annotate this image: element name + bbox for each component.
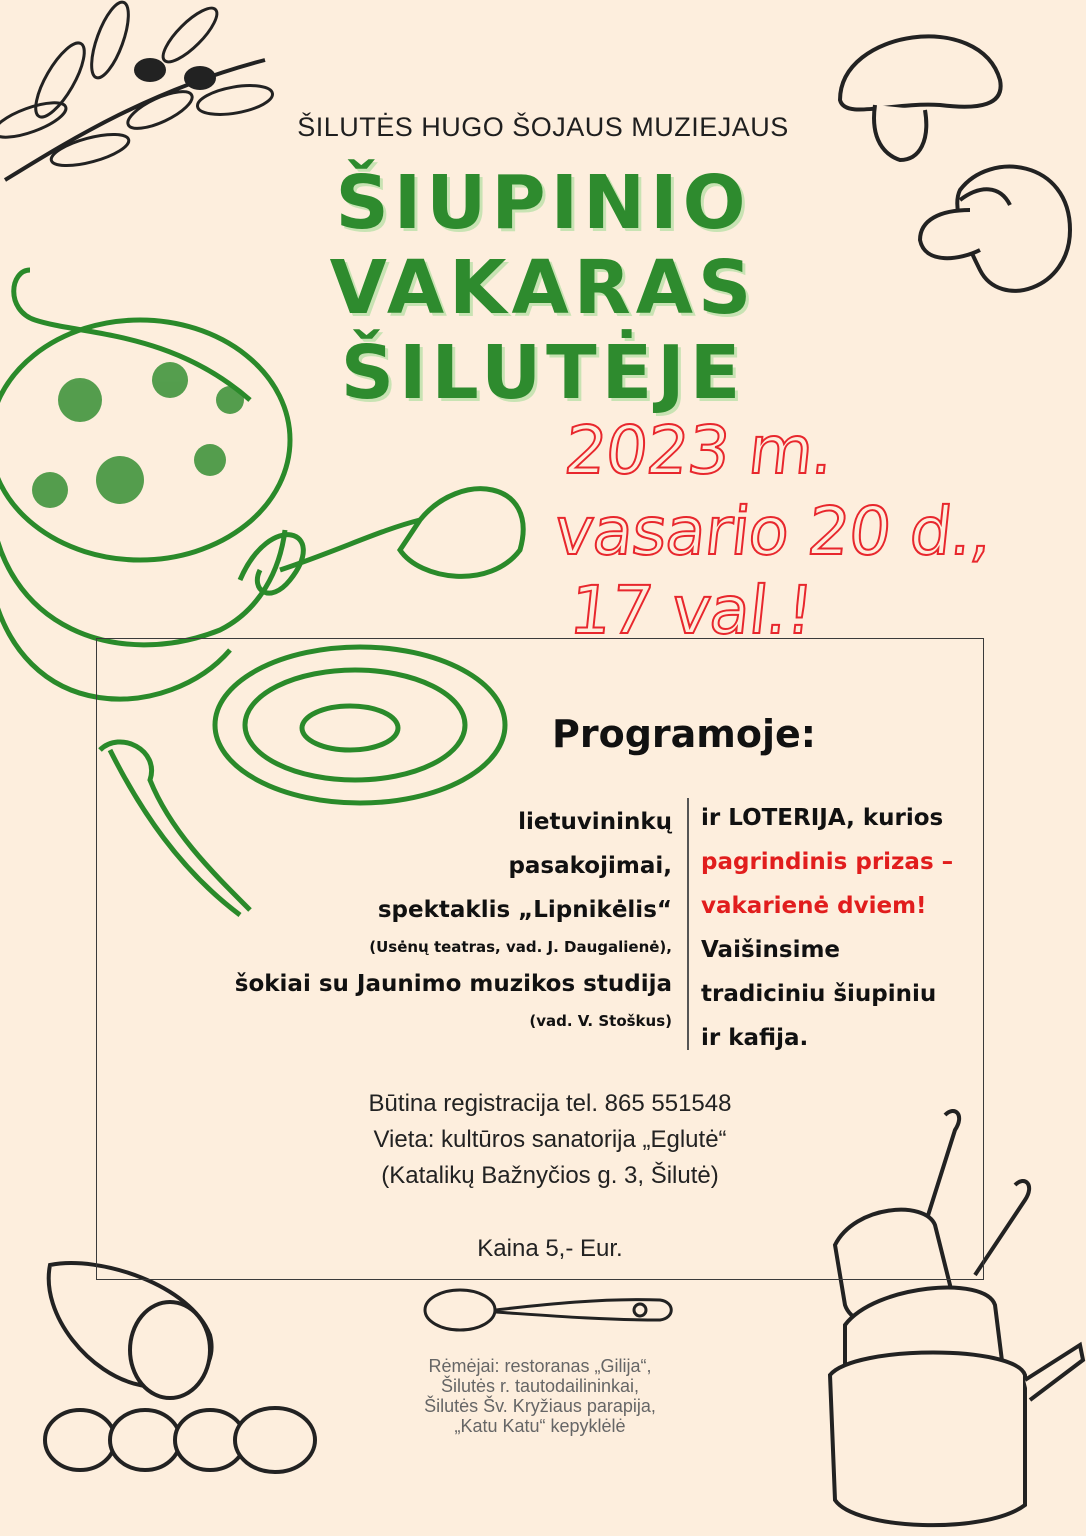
program-item: spektaklis „Lipnikėlis“	[377, 897, 672, 923]
column-divider	[687, 798, 689, 1050]
program-right-column	[701, 796, 953, 1060]
program-note: (Usėnų teatras, vad. J. Daugalienė),	[369, 938, 672, 956]
program-left-column	[235, 800, 672, 1036]
sponsor-line: Rėmėjai: restoranas „Gilija“,	[428, 1356, 652, 1376]
address-info: (Katalikų Bažnyčios g. 3, Šilutė)	[381, 1162, 719, 1189]
sausage-icon	[20, 1245, 340, 1485]
sponsor-line: Šilutės r. tautodailininkai,	[440, 1376, 640, 1396]
museum-name: ŠILUTĖS HUGO ŠOJAUS MUZIEJAUS	[297, 112, 789, 142]
sponsors-list	[350, 1356, 730, 1436]
title-line-1: ŠIUPINIO	[335, 160, 751, 246]
program-note: (vad. V. Stoškus)	[529, 1012, 672, 1030]
date-time: 17 val.!	[565, 572, 817, 649]
venue-info: Vieta: kultūros sanatorija „Eglutė“	[373, 1126, 727, 1153]
prize-text: pagrindinis prizas –	[701, 849, 954, 875]
program-item: lietuvininkų	[518, 809, 672, 835]
program-item: ir kafija.	[701, 1025, 809, 1051]
sponsor-line: Šilutės Šv. Kryžiaus parapija,	[424, 1396, 656, 1416]
spoon-icon	[420, 1280, 680, 1340]
program-item: tradiciniu šiupiniu	[701, 981, 937, 1007]
prize-text: vakarienė dviem!	[701, 893, 927, 919]
registration-info: Būtina registracija tel. 865 551548	[368, 1090, 732, 1117]
program-heading: Programoje:	[552, 712, 816, 756]
title-line-3: ŠILUTĖJE	[340, 330, 746, 416]
date-day: vasario 20 d.,	[550, 493, 996, 570]
price-info: Kaina 5,- Eur.	[477, 1235, 623, 1262]
program-item: Vaišinsime	[701, 937, 841, 963]
program-item: ir LOTERIJA, kurios	[701, 805, 944, 831]
title-line-2: VAKARAS	[329, 245, 757, 331]
date-year: 2023 m.	[560, 412, 837, 489]
sponsor-line: „Katu Katu“ kepyklėlė	[454, 1416, 626, 1436]
program-item: pasakojimai,	[508, 853, 672, 879]
program-item: šokiai su Jaunimo muzikos studija	[234, 971, 672, 997]
